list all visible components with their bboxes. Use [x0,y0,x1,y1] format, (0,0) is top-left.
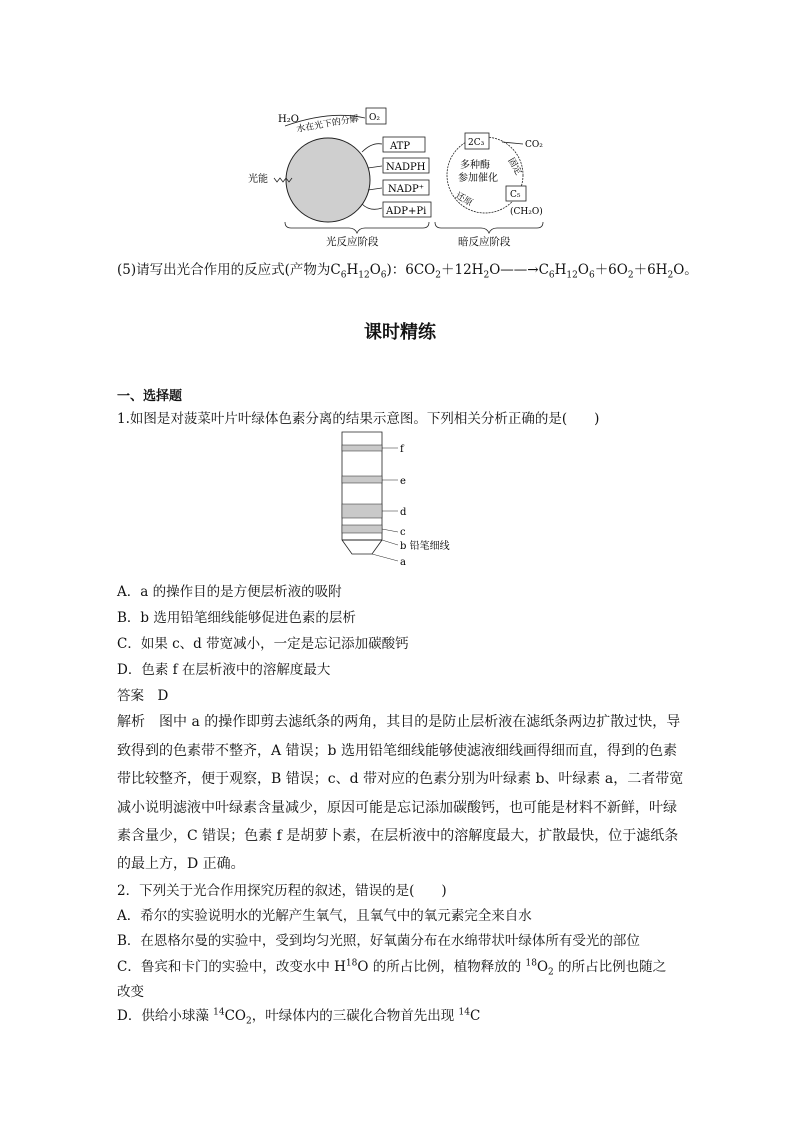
q1-analysis-line-5: 素含量少，C 错误；色素 f 是胡萝卜素，在层析液中的溶解度最大，扩散最快，位于滤纸条 [117,828,679,844]
label-f: f [400,444,404,455]
split-label: 水在光下的分解 [295,114,360,135]
nadph-label: NADPH [386,162,426,173]
light-stage-label: 光反应阶段 [326,236,379,248]
band-d [342,504,382,518]
atp-label: ATP [390,141,411,152]
band-c [342,525,382,533]
q1-stem: 1.如图是对菠菜叶片叶绿体色素分离的结果示意图。下列相关分析正确的是( ) [117,411,600,427]
q1-analysis-line-6: 的最上方，D 正确。 [117,856,245,872]
label-a: a [400,557,406,568]
section-title: 课时精练 [364,322,436,343]
q1-answer: 答案 D [117,688,169,704]
dark-stage-brace [435,222,543,233]
q1-analysis-line-1: 解析 图中 a 的操作即剪去滤纸条的两角，其目的是防止层析液在滤纸条两边扩散过快，导 [117,714,681,730]
q2-option-b: B．在恩格尔曼的实验中，受到均匀光照，好氧菌分布在水绵带状叶绿体所有受光的部位 [117,933,640,949]
label-b: b 铅笔细线 [400,541,450,552]
band-f [342,445,382,451]
reduce-label: 还原 [453,190,475,209]
label-e: e [400,476,406,487]
fix-label: 固定 [505,156,524,178]
q2-stem: 2．下列关于光合作用探究历程的叙述，错误的是( ) [117,883,447,899]
q1-analysis-line-2: 致得到的色素带不整齐，A 错误；b 选用铅笔细线能够使滤液细线画得细而直，得到的色素 [117,743,677,759]
q1-option-c: C．如果 c、d 带宽减小，一定是忘记添加碳酸钙 [117,636,409,652]
ch2o-label: (CH₂O) [510,207,543,217]
part-heading: 一、选择题 [117,389,183,404]
chromatography-strip [330,430,470,570]
h2o-label: H₂O [278,114,299,125]
label-c: c [400,527,406,538]
photosynthesis-diagram [240,100,570,250]
arrow-to-atp [362,144,382,152]
light-stage-brace [285,222,429,233]
q1-option-d: D．色素 f 在层析液中的溶解度最大 [117,662,331,678]
c5-label: C₅ [510,190,521,200]
q2-option-c-cont: 改变 [117,984,144,1000]
dark-stage-label: 暗反应阶段 [458,236,511,248]
q1-analysis-line-3: 带比较整齐，便于观察，B 错误；c、d 带对应的色素分别为叶绿素 b、叶绿素 a，二者带宽 [117,771,684,787]
q2-option-d: D．供给小球藻 $^{14}CO_2$，叶绿体内的三碳化合物首先出现 $^{14}$C [117,1007,481,1027]
adp-label: ADP+Pi [386,206,427,217]
co2-arrow [502,142,523,144]
q2-option-a: A．希尔的实验说明水的光解产生氧气，且氧气中的氧元素完全来自水 [117,908,532,924]
arrow-from-adp [362,204,382,209]
arrow-to-nadph [368,166,382,168]
arrow-from-nadp [368,188,382,190]
label-d: d [400,507,407,518]
o2-label: O₂ [369,113,380,123]
light-label: 光能 [248,174,268,185]
band-e [342,476,382,483]
q1-option-a: A．a 的操作目的是方便层析液的吸附 [117,584,342,600]
q1-option-b: B．b 选用铅笔细线能够促进色素的层析 [117,610,356,626]
c3-label: 2C₃ [468,138,485,148]
thylakoid-circle [286,138,370,222]
enzyme-label-2: 参加催化 [458,173,498,184]
q1-analysis-line-4: 减小说明滤液中叶绿素含量减少，原因可能是忘记添加碳酸钙，也可能是材料不新鲜，叶绿 [117,800,677,816]
co2-label: CO₂ [525,140,543,150]
enzyme-label-1: 多种酶 [460,160,490,171]
q2-option-c: C．鲁宾和卡门的实验中，改变水中 $H^{18}O$ 的所占比例，植物释放的 $^{18}O_2$ 的所占比例也随之 [117,958,667,978]
q5-equation: (5)请写出光合作用的反应式(产物为$C_6H_{12}O_6$)：$6CO_2+12H_2O——\to C_6H_{12}O_6+6O_2+6H_2O$。 [117,262,698,281]
nadp-label: NADP⁺ [388,184,424,195]
